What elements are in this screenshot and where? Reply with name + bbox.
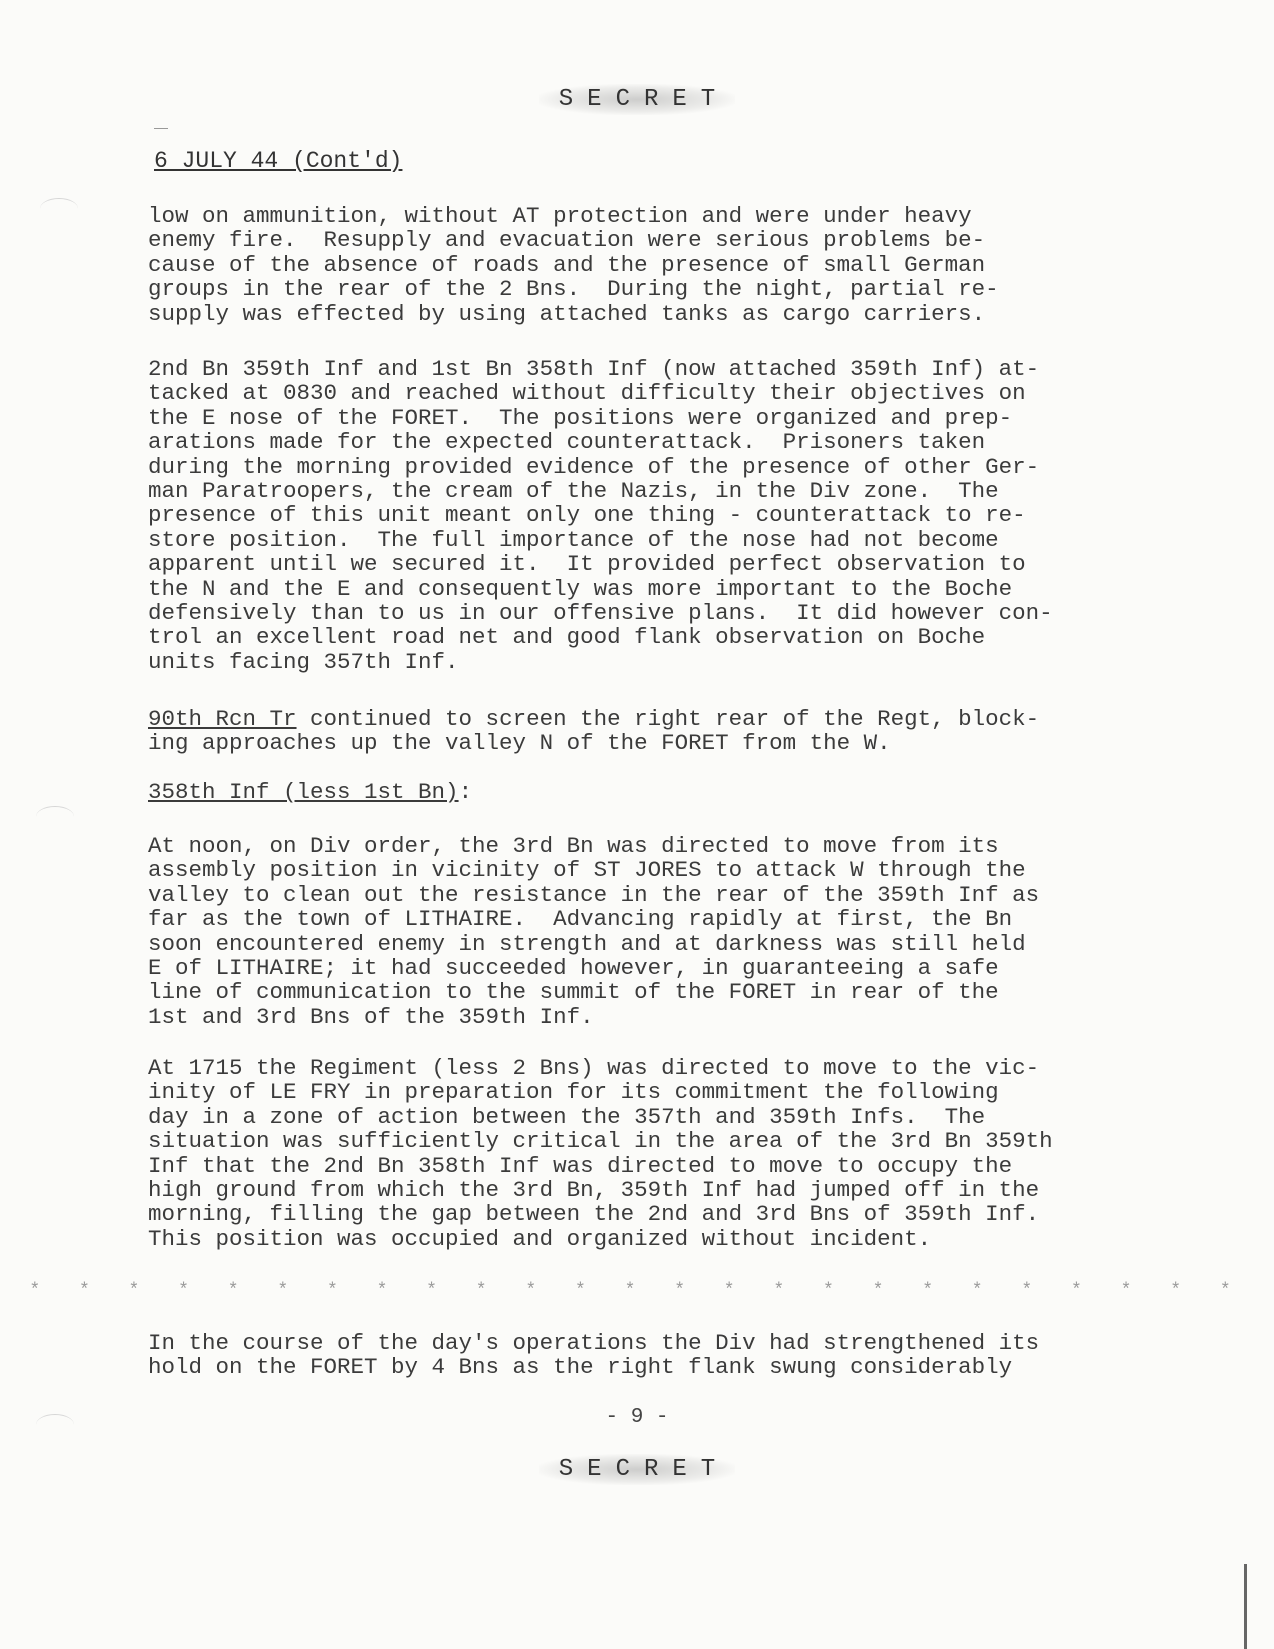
unit-name-underlined: 90th Rcn Tr xyxy=(148,706,297,732)
paragraph-resupply: low on ammunition, without AT protection and were under heavy enemy fire. Resupply and evacuation were serious problems be- cause of the absence of roads and the presence of small German groups in the rear of the 2 Bns. During the night, partial re- supply was effected by using attached tanks as cargo carriers. xyxy=(148,203,999,327)
classification-stamp: SECRET xyxy=(539,84,735,115)
page-number: - 9 - xyxy=(605,1406,669,1429)
scan-edge-mark xyxy=(1244,1564,1247,1649)
margin-mark xyxy=(154,128,168,129)
date-heading: 6 JULY 44 (Cont'd) xyxy=(154,148,403,174)
punch-hole-mark xyxy=(40,198,78,219)
paragraph-attack: 2nd Bn 359th Inf and 1st Bn 358th Inf (now attached 359th Inf) at- tacked at 0830 and reached without difficulty their objectives on the E nose of the FORET. The positions were organized and prep- arations made for the expected counterattack. Prisoners taken during the morning provided evidence of the presence of other Ger- man Paratroopers, the cream of the Nazis, in the Div zone. The presence of this unit meant only one thing - counterattack to re- store position. The full importance of the nose had not become apparent until we secured it. It provided perfect observation to the N and the E and consequently was more important to the Boche defensively than to us in our offensive plans. It did however con- trol an excellent road net and good flank observation on Boche units facing 357th Inf. xyxy=(148,356,1053,675)
punch-hole-mark xyxy=(36,1414,74,1435)
paragraph-3rd-bn-advance: At noon, on Div order, the 3rd Bn was directed to move from its assembly position in vicinity of ST JORES to attack W through the valley to clean out the resistance in the rear of the 359th Inf as far as the town of LITHAIRE. Advancing rapidly at first, the Bn soon encountered enemy in strength and at darkness was still held E of LITHAIRE; it had succeeded however, in guaranteeing a safe line of communication to the summit of the FORET in rear of the 1st and 3rd Bns of the 359th Inf. xyxy=(148,833,1040,1030)
paragraph-regiment-move: At 1715 the Regiment (less 2 Bns) was directed to move to the vic- inity of LE FRY in preparation for its commitment the following day in a zone of action between the 357th and 359th Infs. The situation was sufficiently critical in the area of the 3rd Bn 359th Inf that the 2nd Bn 358th Inf was directed to move to occupy the high ground from which the 3rd Bn, 359th Inf had jumped off in the morning, filling the gap between the 2nd and 3rd Bns of 359th Inf. This position was occupied and organized without incident. xyxy=(148,1055,1053,1252)
paragraph-day-summary: In the course of the day's operations the Div had strengthened its hold on the FORET by 4 Bns as the right flank swung considerably xyxy=(148,1330,1040,1381)
punch-hole-mark xyxy=(36,806,74,827)
section-heading-colon: : xyxy=(458,779,473,805)
paragraph-recon-troop xyxy=(148,707,1148,756)
asterisk-separator: * * * * * * * * * * * * * * * * * * * * * * * * * xyxy=(29,1281,1245,1301)
classification-marking-bottom xyxy=(0,1454,1274,1485)
classification-stamp-bottom: SECRET xyxy=(539,1454,735,1485)
classification-marking-top xyxy=(0,84,1274,115)
section-heading-text: 358th Inf (less 1st Bn) xyxy=(148,779,459,805)
section-heading-358th xyxy=(148,780,1148,804)
paragraph-recon-troop-text: continued to screen the right rear of the Regt, block- ing approaches up the valley N of the FORET from the W. xyxy=(148,706,1040,757)
